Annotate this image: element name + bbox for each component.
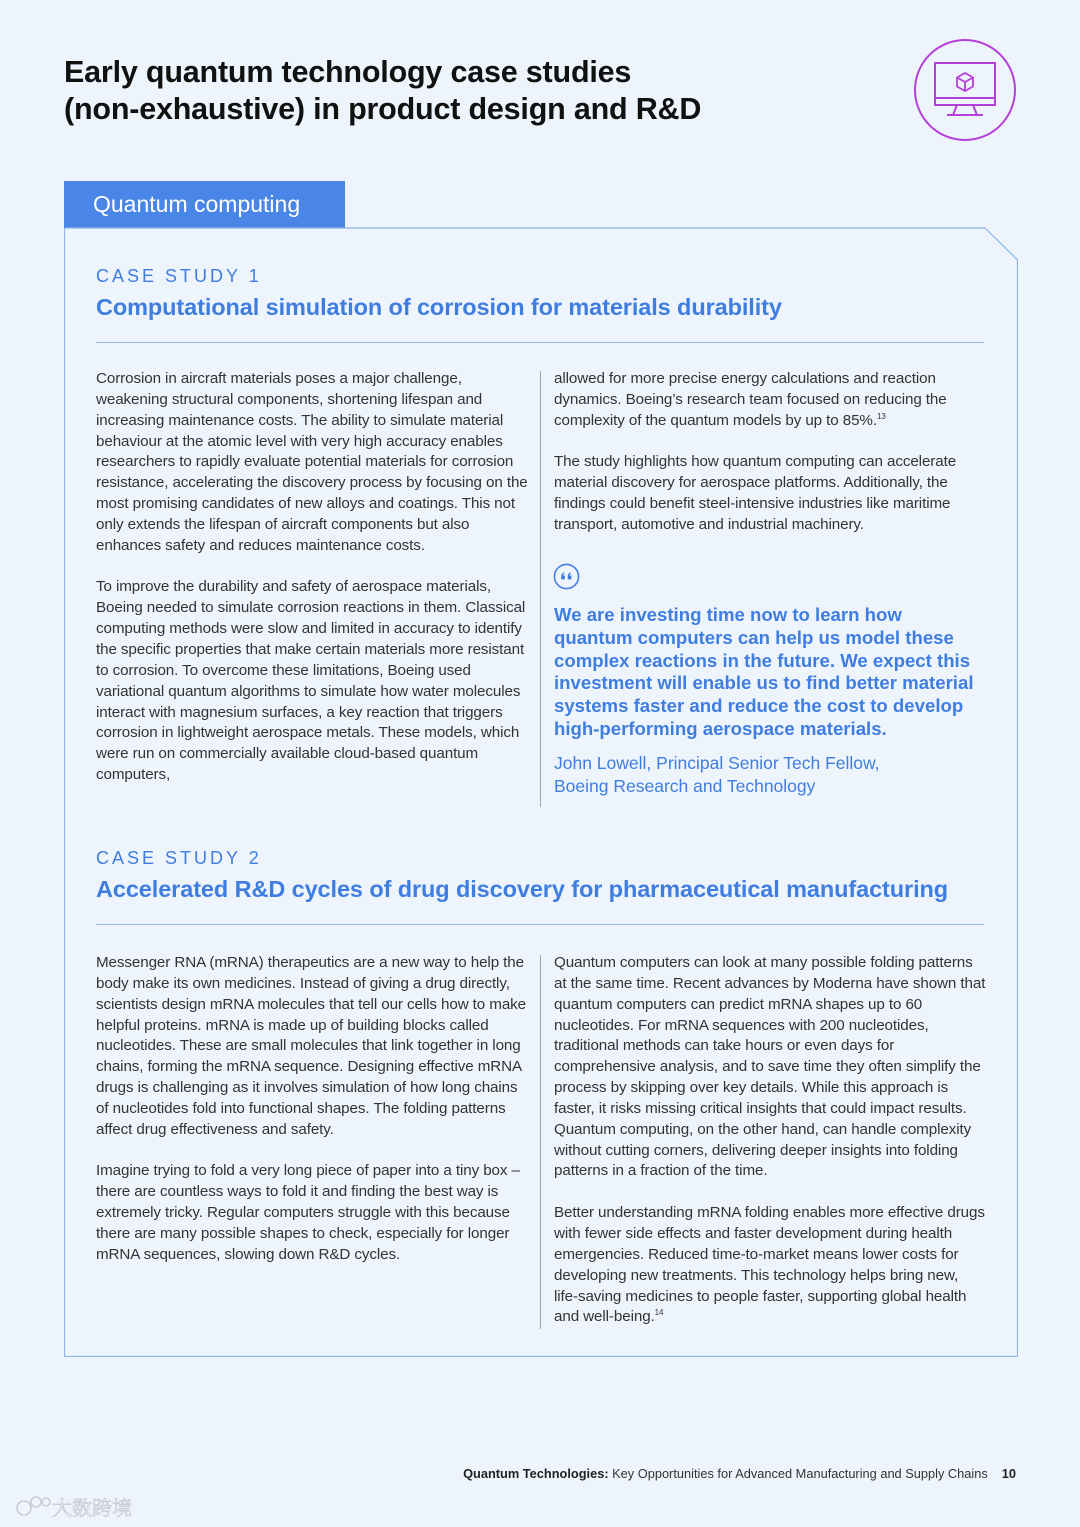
page-number: 10 [1001,1466,1016,1481]
case-study-1-title: Computational simulation of corrosion for materials durability [96,294,782,320]
section-tab-quantum-computing: Quantum computing [64,181,345,228]
quote-attribution-line-2: Boeing Research and Technology [554,776,816,796]
case-study-1-paragraph: Corrosion in aircraft materials poses a major challenge, weakening structural components, shortening lifespan and increasing maintenance costs. The ability to simulate material behaviour at the atomic level with very high accuracy enables researchers to rapidly evaluate potential materials for corrosion resistance, accelerating the discovery process by focusing on the most promising candidates of new alloys and coatings. This not only extends the lifespan of aircraft components but also enhances safety and reduces maintenance costs. [96,370,528,554]
watermark-text: 大数跨境 [52,1496,132,1520]
case-study-2-paragraph: Messenger RNA (mRNA) therapeutics are a new way to help the body make its own medicines. Instead of giving a drug directly, scientists design mRNA molecules that tell our cells how to make helpful proteins. mRNA is made up of building blocks called nucleotides. These are small molecules that link together in long chains, forming the mRNA sequence. Designing effective mRNA drugs is challenging as it involves simulation of how long chains of nucleotides fold into functional shapes. The folding patterns affect drug effectiveness and safety. [96,954,527,1138]
pull-quote: We are investing time now to learn how quantum computers can help us model these complex reactions in the future. We expect this investment will enable us to find better material systems faster and reduce the cost to develop high-performing aerospace materials. [554,604,974,739]
case-study-2-label: CASE STUDY 2 [96,848,262,868]
case-study-1-left-column [96,369,528,786]
footnote-ref: 14 [654,1308,664,1318]
page-footer [463,1466,1016,1481]
case-study-2-title: Accelerated R&D cycles of drug discovery for pharmaceutical manufacturing [96,876,949,902]
case-study-2-paragraph: Better understanding mRNA folding enables more effective drugs with fewer side effects and faster development during health emergencies. Reduced time-to-market means lower costs for developing new treatments. This technology helps bring new, life-saving medicines to people faster, supporting global health and well-being.$^{14}$ [554,1204,985,1326]
column-divider [540,371,541,807]
footer-report-title: Quantum Technologies: [463,1466,609,1481]
column-divider [540,955,541,1329]
case-study-1-right-column [554,369,986,536]
footer-report-subtitle: Key Opportunities for Advanced Manufacturing and Supply Chains [608,1466,988,1481]
monitor-cube-icon [913,38,1017,142]
case-study-1-paragraph: The study highlights how quantum computing can accelerate material discovery for aerospace platforms. Additionally, the findings could benefit steel-intensive industries like maritime transport, automotive and industrial machinery. [554,453,957,533]
page-title-line-1: Early quantum technology case studies [64,55,632,89]
case-study-1-label: CASE STUDY 1 [96,266,262,286]
quote-attribution-line-1: John Lowell, Principal Senior Tech Fellow, [554,753,880,773]
footnote-ref: 13 [876,411,886,421]
case-study-2-divider [96,924,984,925]
quote-icon [553,563,580,590]
case-study-2-paragraph: Imagine trying to fold a very long piece of paper into a tiny box – there are countless ways to fold it and finding the best way is extremely tricky. Regular computers struggle with this because there are many possible shapes to check, especially for longer mRNA sequences, slowing down R&D cycles. [96,1162,520,1263]
case-study-2-left-column [96,953,528,1266]
case-study-2-paragraph: Quantum computers can look at many possible folding patterns at the same time. Recent advances by Moderna have shown that quantum computers can predict mRNA shapes up to 60 nucleotides. For mRNA sequences with 200 nucleotides, traditional methods can take hours or even days for comprehensive analysis, and to save time they often simplify the process by skipping over key details. While this approach is faster, it risks missing critical insights that could impact results. Quantum computing, on the other hand, can handle complexity without cutting corners, delivering deeper insights into folding patterns in a fraction of the time. [554,954,986,1180]
watermark-logo [10,1492,150,1522]
case-study-1-paragraph: allowed for more precise energy calculations and reaction dynamics. Boeing’s research team focused on reducing the complexity of the quantum models by up to 85%.$^{13}$ [554,370,947,429]
case-study-1-divider [96,342,984,343]
page-title [64,54,844,128]
case-study-1-paragraph: To improve the durability and safety of aerospace materials, Boeing needed to simulate corrosion reactions in them. Classical computing methods were slow and limited in accuracy to identify the specific properties that make certain materials more resistant to corrosion. To overcome these limitations, Boeing used variational quantum algorithms to simulate how water molecules interact with magnesium surfaces, a key reaction that triggers corrosion in lightweight aerospace metals. These models, which were run on commercially available cloud-based quantum computers, [96,578,526,784]
quote-attribution [554,752,984,798]
page-title-line-2: (non-exhaustive) in product design and R&D [64,92,702,126]
case-study-2-right-column [554,953,986,1328]
